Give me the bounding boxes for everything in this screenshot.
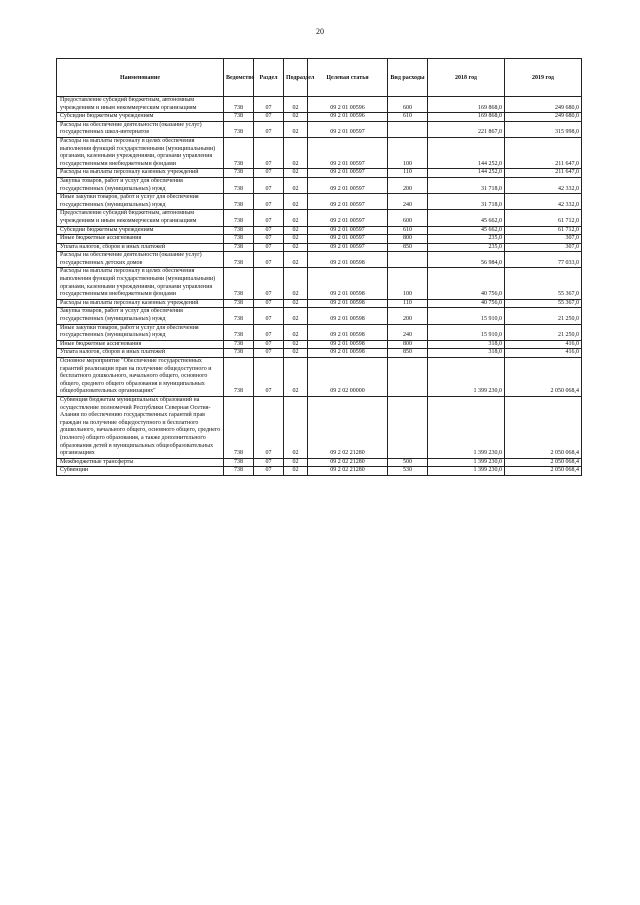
cell-target-article: 09 2 01 00597 xyxy=(308,235,388,244)
cell-2018: 56 984,0 xyxy=(428,252,505,268)
cell-subsection: 02 xyxy=(284,324,308,340)
cell-subsection: 02 xyxy=(284,177,308,193)
cell-2019: 2 050 068,4 xyxy=(505,458,582,467)
cell-department: 738 xyxy=(224,113,254,122)
cell-2019: 61 712,0 xyxy=(505,226,582,235)
cell-2018: 169 868,0 xyxy=(428,97,505,113)
cell-name: Расходы на выплаты персоналу в целях обеспечения выполнения функций государственными (муниципальными) органами, казенными учреждениями, органами управления государственными внебюджетными фондами xyxy=(57,268,224,299)
cell-2018: 15 910,0 xyxy=(428,308,505,324)
cell-expense-type: 200 xyxy=(388,177,428,193)
cell-subsection: 02 xyxy=(284,467,308,476)
cell-department: 738 xyxy=(224,349,254,358)
cell-department: 738 xyxy=(224,177,254,193)
table-row xyxy=(57,113,582,122)
table-row xyxy=(57,169,582,178)
cell-2019: 21 250,0 xyxy=(505,324,582,340)
cell-2019: 77 033,0 xyxy=(505,252,582,268)
cell-section: 07 xyxy=(254,243,284,252)
cell-section: 07 xyxy=(254,349,284,358)
cell-subsection: 02 xyxy=(284,226,308,235)
cell-subsection: 02 xyxy=(284,268,308,299)
cell-2019: 249 680,0 xyxy=(505,97,582,113)
cell-subsection: 02 xyxy=(284,194,308,210)
cell-expense-type: 500 xyxy=(388,458,428,467)
cell-subsection: 02 xyxy=(284,169,308,178)
table-row xyxy=(57,467,582,476)
cell-department: 738 xyxy=(224,299,254,308)
cell-2019: 315 998,0 xyxy=(505,121,582,137)
cell-subsection: 02 xyxy=(284,308,308,324)
cell-2018: 318,0 xyxy=(428,349,505,358)
cell-subsection: 02 xyxy=(284,97,308,113)
cell-department: 738 xyxy=(224,324,254,340)
cell-2018: 1 399 230,0 xyxy=(428,358,505,397)
cell-2018: 31 718,0 xyxy=(428,194,505,210)
cell-department: 738 xyxy=(224,210,254,226)
cell-section: 07 xyxy=(254,169,284,178)
cell-2019: 416,0 xyxy=(505,340,582,349)
cell-section: 07 xyxy=(254,396,284,458)
cell-section: 07 xyxy=(254,324,284,340)
cell-name: Уплата налогов, сборов и иных платежей xyxy=(57,243,224,252)
cell-department: 738 xyxy=(224,226,254,235)
cell-department: 738 xyxy=(224,194,254,210)
cell-name: Иные закупки товаров, работ и услуг для обеспечения государственных (муниципальных) нужд xyxy=(57,324,224,340)
cell-name: Субвенция бюджетам муниципальных образований на осуществление полномочий Республики Северная Осетия-Алания по обеспечению государственных гарантий прав граждан на получение общедоступного и бесплатного дошкольного, начального общего, основного общего, среднего (полного) общего образования, а также дополнительного образования детей в муниципальных общеобразовательных организациях xyxy=(57,396,224,458)
cell-target-article: 09 2 02 21280 xyxy=(308,396,388,458)
cell-section: 07 xyxy=(254,226,284,235)
cell-subsection: 02 xyxy=(284,243,308,252)
cell-target-article: 09 2 01 00597 xyxy=(308,194,388,210)
cell-department: 738 xyxy=(224,308,254,324)
cell-section: 07 xyxy=(254,235,284,244)
cell-2019: 55 367,0 xyxy=(505,299,582,308)
cell-name: Субвенции xyxy=(57,467,224,476)
table-row xyxy=(57,349,582,358)
cell-expense-type: 850 xyxy=(388,349,428,358)
cell-target-article: 09 2 01 00596 xyxy=(308,113,388,122)
cell-2019: 211 647,0 xyxy=(505,137,582,168)
header-section: Раздел xyxy=(254,59,284,97)
cell-2018: 221 867,0 xyxy=(428,121,505,137)
cell-name: Субсидии бюджетным учреждениям xyxy=(57,226,224,235)
cell-section: 07 xyxy=(254,340,284,349)
cell-target-article: 09 2 02 21280 xyxy=(308,458,388,467)
cell-2018: 318,0 xyxy=(428,340,505,349)
cell-2018: 40 756,0 xyxy=(428,268,505,299)
table-row xyxy=(57,252,582,268)
cell-expense-type: 530 xyxy=(388,467,428,476)
cell-department: 738 xyxy=(224,340,254,349)
cell-target-article: 09 2 01 00597 xyxy=(308,243,388,252)
table-row xyxy=(57,243,582,252)
page-number: 20 xyxy=(316,27,324,36)
cell-2018: 235,0 xyxy=(428,235,505,244)
cell-2018: 31 718,0 xyxy=(428,177,505,193)
cell-target-article: 09 2 01 00596 xyxy=(308,97,388,113)
cell-2019: 42 332,0 xyxy=(505,194,582,210)
cell-department: 738 xyxy=(224,467,254,476)
cell-subsection: 02 xyxy=(284,349,308,358)
cell-department: 738 xyxy=(224,97,254,113)
cell-2019: 55 367,0 xyxy=(505,268,582,299)
cell-2019: 21 250,0 xyxy=(505,308,582,324)
table-header-row xyxy=(57,59,582,97)
cell-name: Расходы на обеспечение деятельности (оказание услуг) государственных школ-интернатов xyxy=(57,121,224,137)
header-name: Наименование xyxy=(57,59,224,97)
cell-expense-type: 110 xyxy=(388,169,428,178)
table-row xyxy=(57,97,582,113)
cell-department: 738 xyxy=(224,358,254,397)
cell-expense-type xyxy=(388,252,428,268)
cell-name: Иные закупки товаров, работ и услуг для обеспечения государственных (муниципальных) нужд xyxy=(57,194,224,210)
cell-2019: 42 332,0 xyxy=(505,177,582,193)
cell-section: 07 xyxy=(254,252,284,268)
table-row xyxy=(57,137,582,168)
cell-2019: 211 647,0 xyxy=(505,169,582,178)
table-row xyxy=(57,210,582,226)
cell-department: 738 xyxy=(224,458,254,467)
cell-name: Расходы на выплаты персоналу казенных учреждений xyxy=(57,169,224,178)
cell-subsection: 02 xyxy=(284,358,308,397)
cell-subsection: 02 xyxy=(284,458,308,467)
cell-section: 07 xyxy=(254,358,284,397)
cell-target-article: 09 2 01 00597 xyxy=(308,169,388,178)
cell-department: 738 xyxy=(224,121,254,137)
cell-expense-type xyxy=(388,358,428,397)
table-row xyxy=(57,340,582,349)
cell-target-article: 09 2 01 00598 xyxy=(308,308,388,324)
cell-2018: 40 756,0 xyxy=(428,299,505,308)
cell-name: Предоставление субсидий бюджетным, автономным учреждениям и иным некоммерческим организациям xyxy=(57,210,224,226)
cell-target-article: 09 2 01 00597 xyxy=(308,177,388,193)
cell-section: 07 xyxy=(254,97,284,113)
cell-subsection: 02 xyxy=(284,121,308,137)
cell-name: Иные бюджетные ассигнования xyxy=(57,235,224,244)
cell-target-article: 09 2 01 00597 xyxy=(308,137,388,168)
cell-expense-type: 800 xyxy=(388,340,428,349)
cell-2019: 2 050 068,4 xyxy=(505,358,582,397)
table-row xyxy=(57,226,582,235)
cell-2019: 416,0 xyxy=(505,349,582,358)
cell-name: Расходы на выплаты персоналу в целях обеспечения выполнения функций государственными (муниципальными) органами, казенными учреждениями, органами управления государственными внебюджетными фондами xyxy=(57,137,224,168)
cell-expense-type: 240 xyxy=(388,324,428,340)
cell-2019: 249 680,0 xyxy=(505,113,582,122)
cell-2019: 2 050 068,4 xyxy=(505,467,582,476)
cell-section: 07 xyxy=(254,177,284,193)
cell-section: 07 xyxy=(254,210,284,226)
cell-2018: 1 399 230,0 xyxy=(428,458,505,467)
table-row xyxy=(57,177,582,193)
cell-department: 738 xyxy=(224,252,254,268)
cell-name: Расходы на выплаты персоналу казенных учреждений xyxy=(57,299,224,308)
table-row xyxy=(57,396,582,458)
cell-section: 07 xyxy=(254,467,284,476)
cell-2018: 15 910,0 xyxy=(428,324,505,340)
cell-name: Закупка товаров, работ и услуг для обеспечения государственных (муниципальных) нужд xyxy=(57,308,224,324)
table-row xyxy=(57,194,582,210)
table-row xyxy=(57,268,582,299)
cell-expense-type: 100 xyxy=(388,268,428,299)
table-row xyxy=(57,121,582,137)
cell-section: 07 xyxy=(254,137,284,168)
cell-target-article: 09 2 02 21280 xyxy=(308,467,388,476)
cell-section: 07 xyxy=(254,458,284,467)
cell-name: Субсидии бюджетным учреждениям xyxy=(57,113,224,122)
table-row xyxy=(57,299,582,308)
cell-name: Расходы на обеспечение деятельности (оказание услуг) государственных детских домов xyxy=(57,252,224,268)
cell-department: 738 xyxy=(224,169,254,178)
table-row xyxy=(57,458,582,467)
cell-section: 07 xyxy=(254,113,284,122)
cell-department: 738 xyxy=(224,268,254,299)
cell-section: 07 xyxy=(254,194,284,210)
table-row xyxy=(57,235,582,244)
cell-2019: 61 712,0 xyxy=(505,210,582,226)
cell-2018: 144 252,0 xyxy=(428,137,505,168)
cell-target-article: 09 2 01 00598 xyxy=(308,349,388,358)
cell-target-article: 09 2 01 00598 xyxy=(308,252,388,268)
cell-target-article: 09 2 01 00598 xyxy=(308,268,388,299)
cell-2018: 1 399 230,0 xyxy=(428,396,505,458)
cell-section: 07 xyxy=(254,268,284,299)
cell-subsection: 02 xyxy=(284,299,308,308)
cell-name: Уплата налогов, сборов и иных платежей xyxy=(57,349,224,358)
cell-subsection: 02 xyxy=(284,210,308,226)
cell-expense-type: 600 xyxy=(388,210,428,226)
cell-department: 738 xyxy=(224,235,254,244)
cell-subsection: 02 xyxy=(284,235,308,244)
cell-name: Закупка товаров, работ и услуг для обеспечения государственных (муниципальных) нужд xyxy=(57,177,224,193)
cell-target-article: 09 2 01 00598 xyxy=(308,324,388,340)
cell-target-article: 09 2 02 00000 xyxy=(308,358,388,397)
cell-expense-type xyxy=(388,396,428,458)
cell-2019: 307,0 xyxy=(505,235,582,244)
table-row xyxy=(57,308,582,324)
cell-section: 07 xyxy=(254,121,284,137)
cell-name: Иные бюджетные ассигнования xyxy=(57,340,224,349)
cell-target-article: 09 2 01 00597 xyxy=(308,226,388,235)
cell-department: 738 xyxy=(224,137,254,168)
cell-name: Основное мероприятие "Обеспечение государственных гарантий реализации прав на получение общедоступного и бесплатного дошкольного, начального общего, основного общего, среднего общего образования в муниципальных общеобразовательных организациях" xyxy=(57,358,224,397)
cell-expense-type: 600 xyxy=(388,97,428,113)
cell-department: 738 xyxy=(224,243,254,252)
cell-expense-type: 610 xyxy=(388,113,428,122)
cell-2019: 2 050 068,4 xyxy=(505,396,582,458)
cell-target-article: 09 2 01 00597 xyxy=(308,121,388,137)
cell-expense-type: 200 xyxy=(388,308,428,324)
cell-name: Предоставление субсидий бюджетным, автономным учреждениям и иным некоммерческим организациям xyxy=(57,97,224,113)
cell-expense-type: 240 xyxy=(388,194,428,210)
cell-2018: 1 399 230,0 xyxy=(428,467,505,476)
cell-2018: 169 868,0 xyxy=(428,113,505,122)
header-department: Ведомство xyxy=(224,59,254,97)
header-2019: 2019 год xyxy=(505,59,582,97)
cell-expense-type: 110 xyxy=(388,299,428,308)
header-expense-type: Вид расходы xyxy=(388,59,428,97)
header-subsection: Подраздел xyxy=(284,59,308,97)
cell-2018: 45 662,0 xyxy=(428,210,505,226)
cell-subsection: 02 xyxy=(284,252,308,268)
cell-2019: 307,0 xyxy=(505,243,582,252)
cell-section: 07 xyxy=(254,299,284,308)
cell-expense-type: 800 xyxy=(388,235,428,244)
table-row xyxy=(57,358,582,397)
cell-expense-type: 610 xyxy=(388,226,428,235)
cell-section: 07 xyxy=(254,308,284,324)
cell-target-article: 09 2 01 00598 xyxy=(308,299,388,308)
cell-subsection: 02 xyxy=(284,396,308,458)
header-2018: 2018 год xyxy=(428,59,505,97)
cell-subsection: 02 xyxy=(284,113,308,122)
cell-target-article: 09 2 01 00597 xyxy=(308,210,388,226)
cell-target-article: 09 2 01 00598 xyxy=(308,340,388,349)
table-row xyxy=(57,324,582,340)
cell-2018: 235,0 xyxy=(428,243,505,252)
budget-table xyxy=(56,58,582,476)
cell-subsection: 02 xyxy=(284,340,308,349)
cell-name: Межбюджетные трансферты xyxy=(57,458,224,467)
cell-2018: 144 252,0 xyxy=(428,169,505,178)
cell-2018: 45 662,0 xyxy=(428,226,505,235)
cell-department: 738 xyxy=(224,396,254,458)
cell-expense-type xyxy=(388,121,428,137)
cell-subsection: 02 xyxy=(284,137,308,168)
header-target-article: Целевая статья xyxy=(308,59,388,97)
cell-expense-type: 100 xyxy=(388,137,428,168)
cell-expense-type: 850 xyxy=(388,243,428,252)
